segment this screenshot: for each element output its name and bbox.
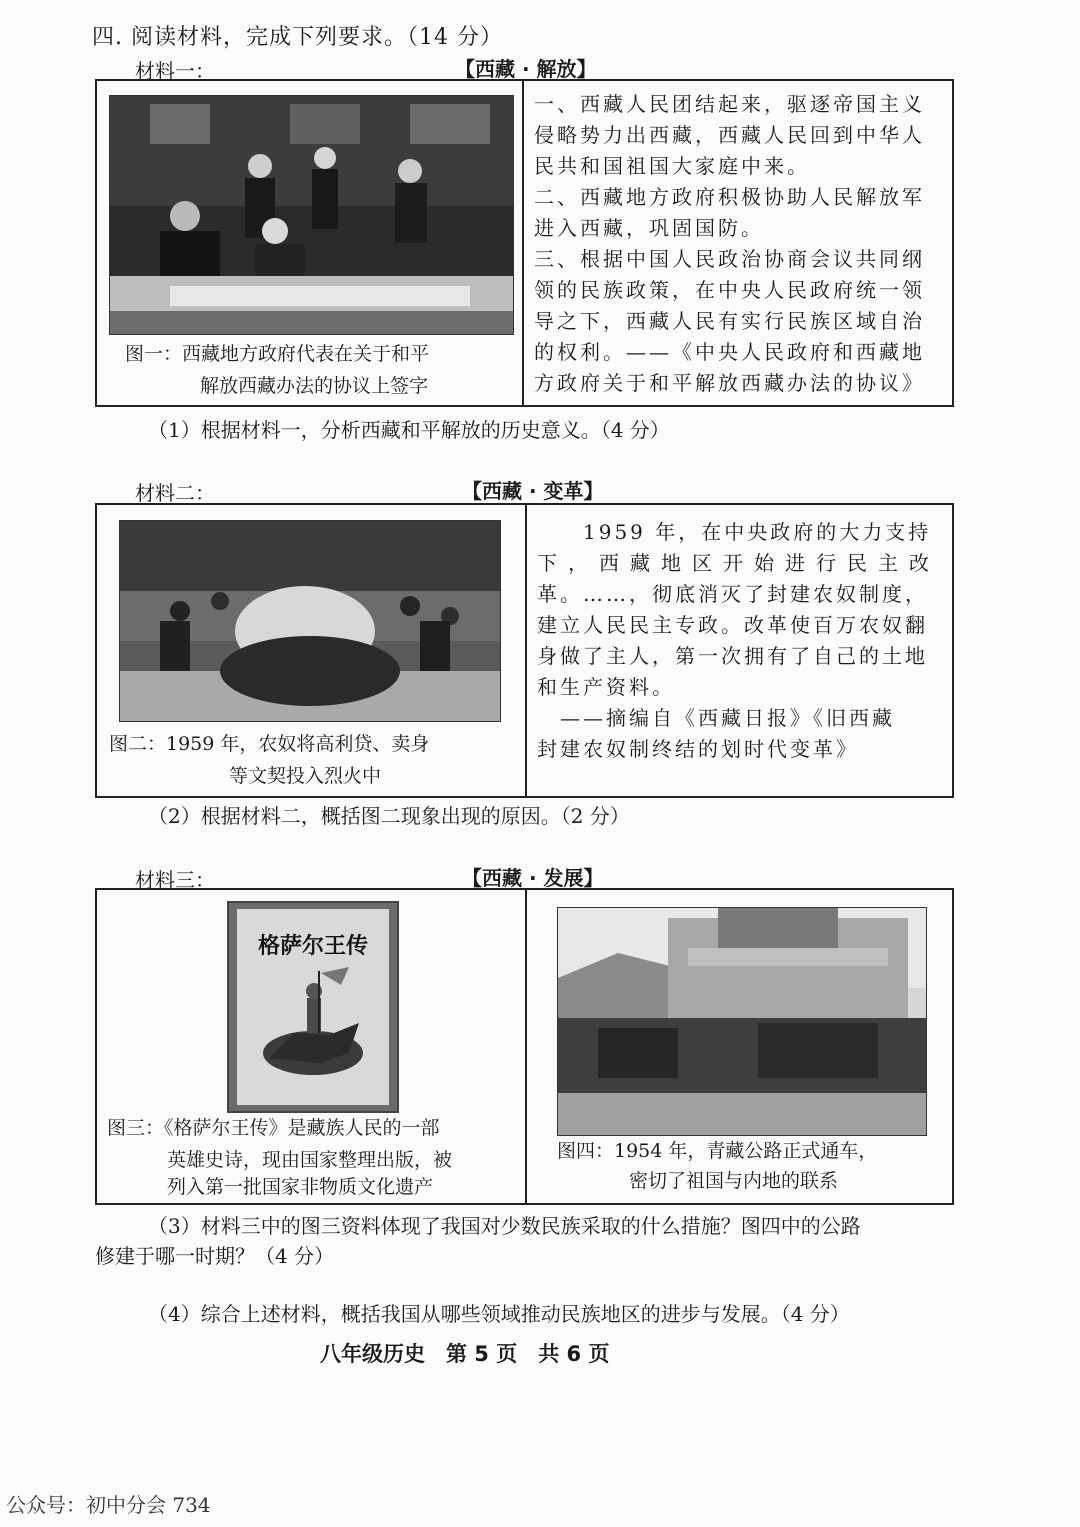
material1-text-line: 三、根据中国人民政治协商会议共同纲 xyxy=(534,247,925,271)
material2-text xyxy=(537,517,940,765)
material1-text xyxy=(534,89,925,399)
material2-text-line: 和生产资料。 xyxy=(537,675,675,699)
figure2-caption-line2: 等文契投入烈火中 xyxy=(229,765,382,787)
figure1-photo xyxy=(109,95,514,335)
figure4-caption-line1: 图四：1954 年，青藏公路正式通车， xyxy=(557,1140,878,1162)
book-title: 格萨尔王传 xyxy=(257,933,368,959)
question2: （2）根据材料二，概括图二现象出现的原因。（2 分） xyxy=(148,804,630,828)
figure1-caption-line1: 图一：西藏地方政府代表在关于和平 xyxy=(125,343,430,365)
material2-box xyxy=(95,503,954,798)
material1-text-line: 领的民族政策，在中央人民政府统一领 xyxy=(534,278,925,302)
figure3-caption-line2: 英雄史诗，现由国家整理出版，被 xyxy=(167,1149,453,1171)
material2-divider xyxy=(525,505,527,796)
watermark: 公众号：初中分会 734 xyxy=(6,1493,211,1517)
material2-text-line: 建立人民民主专政。改革使百万农奴翻 xyxy=(537,613,928,637)
figure1-caption-line2: 解放西藏办法的协议上签字 xyxy=(200,375,429,397)
material1-box xyxy=(95,79,954,407)
material2-text-line: 封建农奴制终结的划时代变革》 xyxy=(537,737,859,761)
material2-text-line: 下，西藏地区开始进行民主改 xyxy=(537,551,940,575)
material1-text-line: 一、西藏人民团结起来，驱逐帝国主义 xyxy=(534,92,925,116)
figure3-caption-line3: 列入第一批国家非物质文化遗产 xyxy=(167,1176,434,1198)
figure2-caption-line1: 图二：1959 年，农奴将高利贷、卖身 xyxy=(109,733,430,755)
material1-text-line: 的权利。——《中央人民政府和西藏地 xyxy=(534,340,925,364)
material3-tag: 【西藏 · 发展】 xyxy=(462,866,604,890)
question4: （4）综合上述材料，概括我国从哪些领域推动民族地区的进步与发展。（4 分） xyxy=(148,1302,850,1326)
material2-text-line: 1959 年，在中央政府的大力支持 xyxy=(537,520,932,544)
question3-line2: 修建于哪一时期？（4 分） xyxy=(95,1244,335,1268)
material1-label: 材料一： xyxy=(135,59,215,83)
material1-text-line: 导之下，西藏人民有实行民族区域自治 xyxy=(534,309,925,333)
material2-label: 材料二： xyxy=(135,481,215,505)
material1-divider xyxy=(522,81,524,405)
material3-box xyxy=(95,888,954,1205)
material1-tag: 【西藏 · 解放】 xyxy=(455,57,597,81)
material3-label: 材料三： xyxy=(135,868,215,892)
material1-text-line: 侵略势力出西藏，西藏人民回到中华人 xyxy=(534,123,925,147)
material1-text-line: 方政府关于和平解放西藏办法的协议》 xyxy=(534,371,925,395)
material1-text-line: 二、西藏地方政府积极协助人民解放军 xyxy=(534,185,925,209)
material2-tag: 【西藏 · 变革】 xyxy=(462,479,604,503)
figure4-photo xyxy=(557,907,927,1136)
material3-divider xyxy=(525,890,527,1203)
figure2-photo xyxy=(119,520,501,722)
section-title: 四. 阅读材料，完成下列要求。（14 分） xyxy=(92,25,503,50)
figure3-book-cover xyxy=(227,901,399,1113)
question1: （1）根据材料一，分析西藏和平解放的历史意义。（4 分） xyxy=(148,418,670,442)
material2-text-line: 革。……，彻底消灭了封建农奴制度， xyxy=(537,582,928,606)
material1-text-line: 进入西藏，巩固国防。 xyxy=(534,216,764,240)
material1-text-line: 民共和国祖国大家庭中来。 xyxy=(534,154,810,178)
material2-text-line: ——摘编自《西藏日报》《旧西藏 xyxy=(537,706,895,730)
material2-text-line: 身做了主人，第一次拥有了自己的土地 xyxy=(537,644,928,668)
figure3-caption-line1: 图三：《格萨尔王传》是藏族人民的一部 xyxy=(107,1117,440,1139)
question3-line1: （3）材料三中的图三资料体现了我国对少数民族采取的什么措施？图四中的公路 xyxy=(148,1214,861,1238)
figure4-caption-line2: 密切了祖国与内地的联系 xyxy=(629,1170,839,1192)
page-footer: 八年级历史 第 5 页 共 6 页 xyxy=(320,1342,610,1366)
